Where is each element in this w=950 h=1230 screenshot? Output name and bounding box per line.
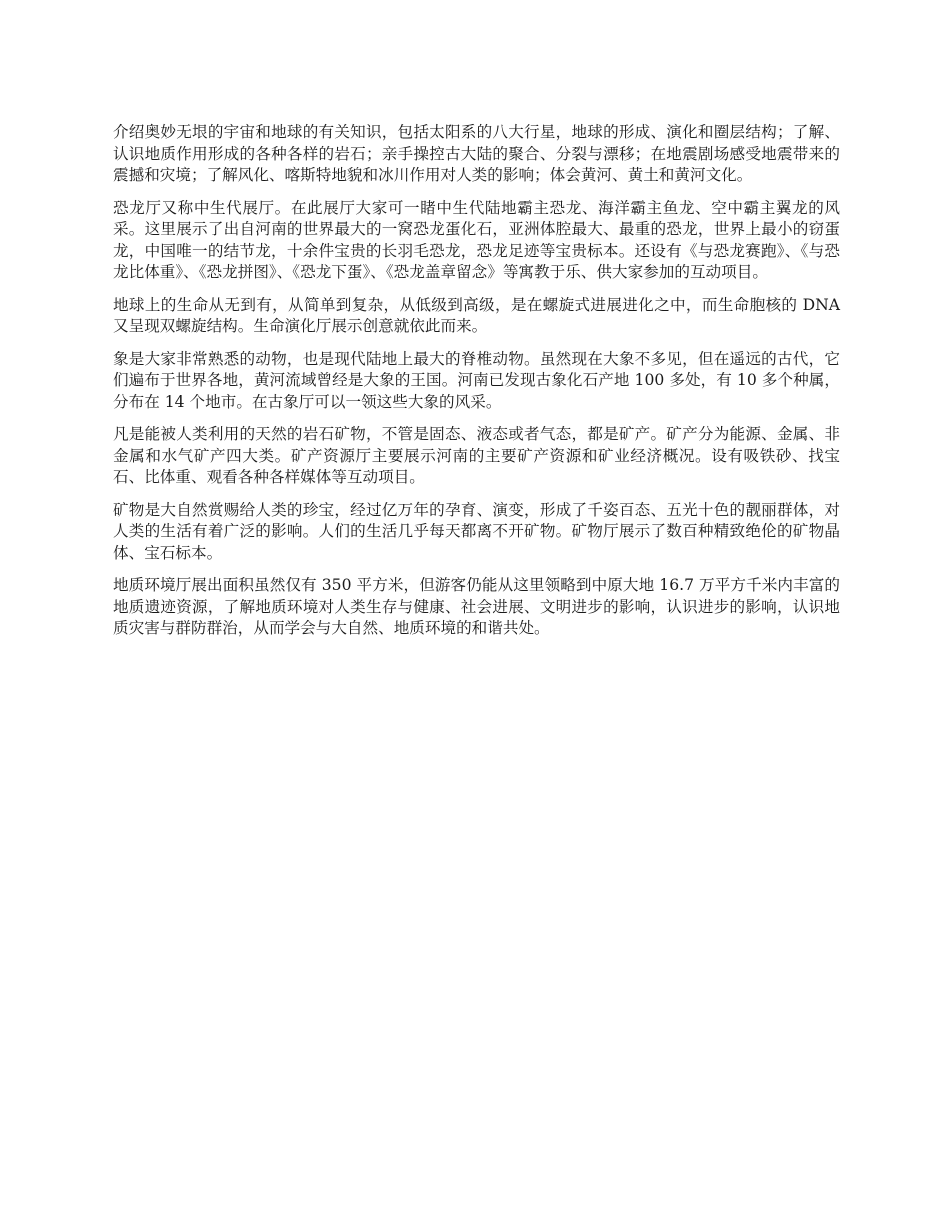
paragraph-mineral-resources-hall: 凡是能被人类利用的天然的岩石矿物，不管是固态、液态或者气态，都是矿产。矿产分为能源、金属、非金属和水气矿产四大类。矿产资源厅主要展示河南的主要矿产资源和矿业经济概况。设有吸铁砂、找宝石、比体重、观看各种各样媒体等互动项目。 xyxy=(113,425,840,486)
document-body xyxy=(113,122,840,651)
paragraph-life-evolution-hall: 地球上的生命从无到有，从简单到复杂，从低级到高级，是在螺旋式进展进化之中，而生命胞核的 DNA 又呈现双螺旋结构。生命演化厅展示创意就依此而来。 xyxy=(113,295,840,335)
paragraph-ancient-elephant-hall: 象是大家非常熟悉的动物，也是现代陆地上最大的脊椎动物。虽然现在大象不多见，但在遥远的古代，它们遍布于世界各地，黄河流域曾经是大象的王国。河南已发现古象化石产地 100 多处，有 10 多个种属，分布在 14 个地市。在古象厅可以一领这些大象的风采。 xyxy=(113,349,840,411)
paragraph-mineral-hall: 矿物是大自然赏赐给人类的珍宝，经过亿万年的孕育、演变，形成了千姿百态、五光十色的靓丽群体，对人类的生活有着广泛的影响。人们的生活几乎每天都离不开矿物。矿物厅展示了数百种精致绝伦的矿物晶体、宝石标本。 xyxy=(113,500,840,562)
paragraph-geological-environment-hall: 地质环境厅展出面积虽然仅有 350 平方米，但游客仍能从这里领略到中原大地 16.7 万平方千米内丰富的地质遗迹资源，了解地质环境对人类生存与健康、社会进展、文明进步的影响，认识进步的影响，认识地质灾害与群防群治，从而学会与大自然、地质环境的和谐共处。 xyxy=(113,576,840,637)
paragraph-dinosaur-hall: 恐龙厅又称中生代展厅。在此展厅大家可一睹中生代陆地霸主恐龙、海洋霸主鱼龙、空中霸主翼龙的风采。这里展示了出自河南的世界最大的一窝恐龙蛋化石，亚洲体腔最大、最重的恐龙，世界上最小的窃蛋龙，中国唯一的结节龙，十余件宝贵的长羽毛恐龙，恐龙足迹等宝贵标本。还设有《与恐龙赛跑》、《与恐龙比体重》、《恐龙拼图》、《恐龙下蛋》、《恐龙盖章留念》等寓教于乐、供大家参加的互动项目。 xyxy=(113,198,840,281)
paragraph-universe-earth: 介绍奥妙无垠的宇宙和地球的有关知识，包括太阳系的八大行星，地球的形成、演化和圈层结构；了解、认识地质作用形成的各种各样的岩石；亲手操控古大陆的聚合、分裂与漂移；在地震剧场感受地震带来的震撼和灾境；了解风化、喀斯特地貌和冰川作用对人类的影响；体会黄河、黄土和黄河文化。 xyxy=(113,123,840,184)
